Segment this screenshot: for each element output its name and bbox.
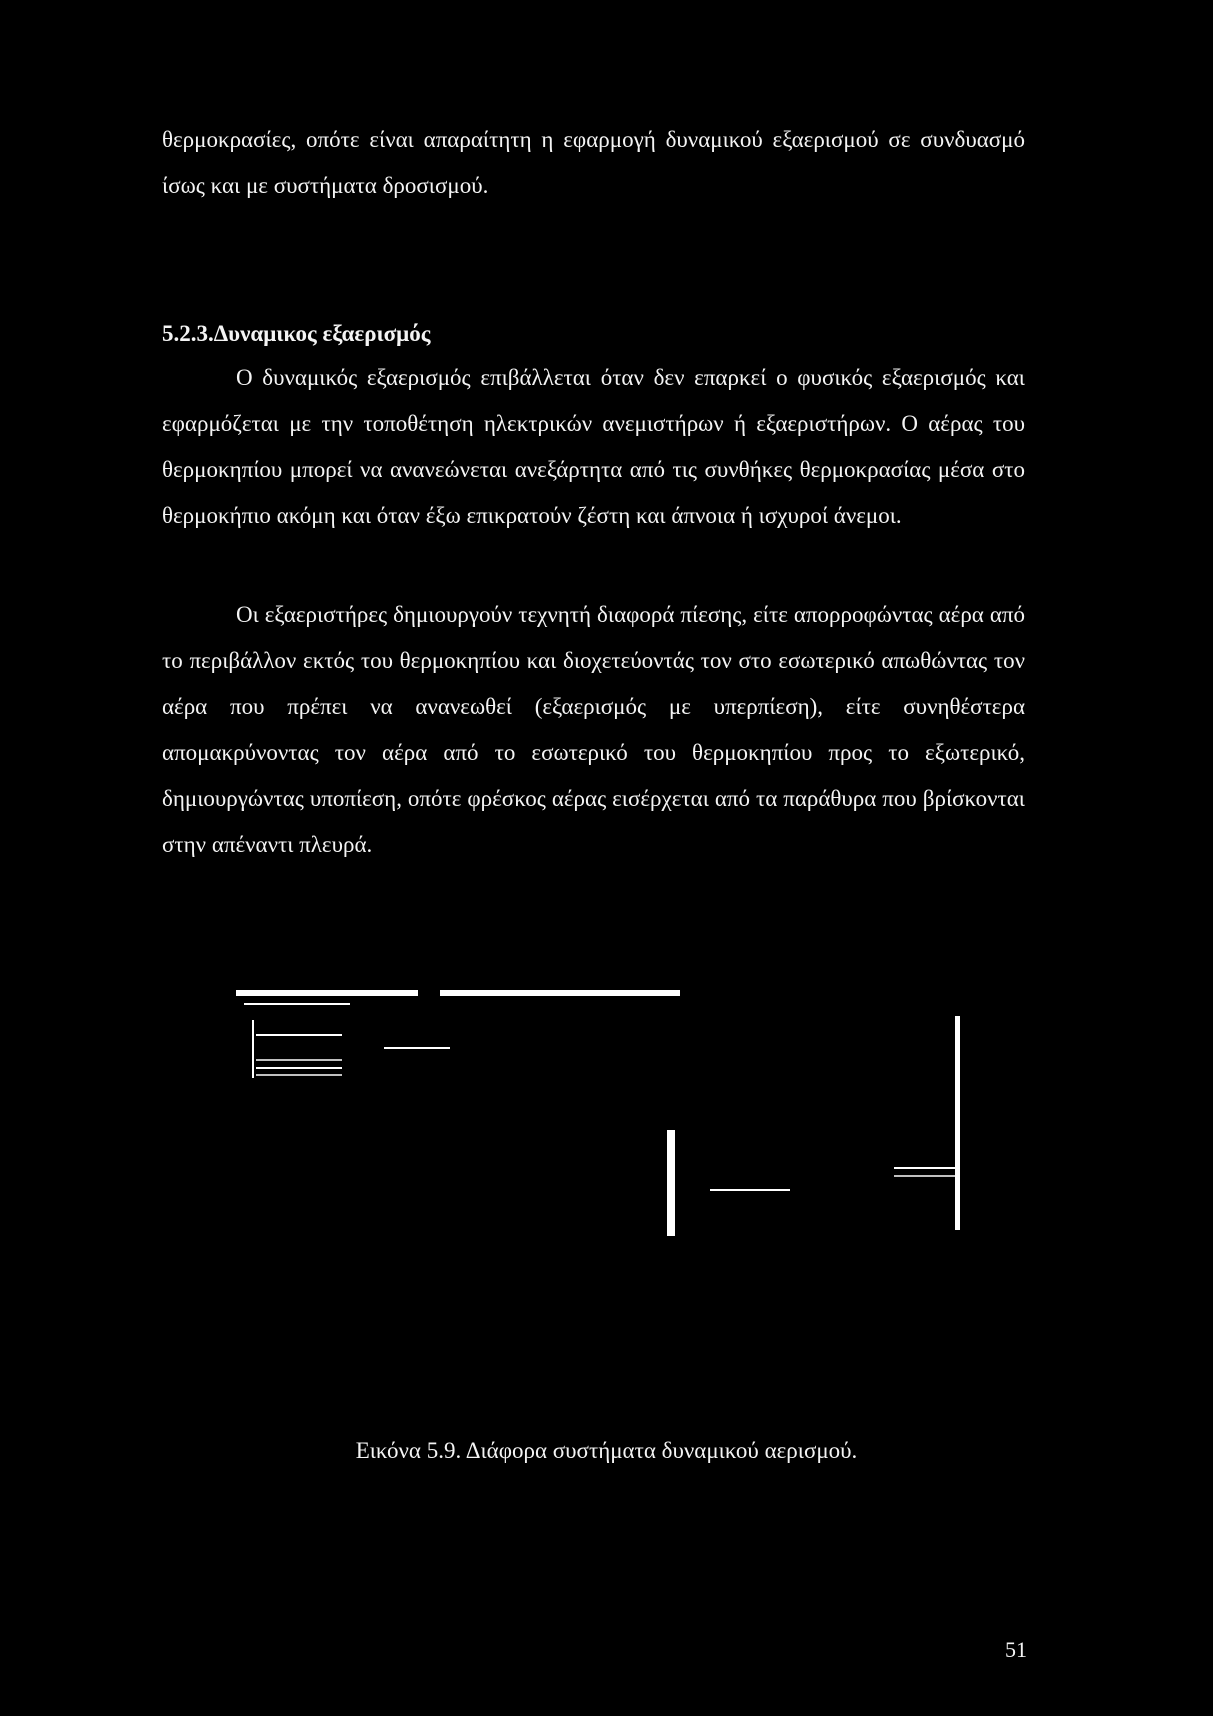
section-paragraph-1: Ο δυναμικός εξαερισμός επιβάλλεται όταν δεν επαρκεί ο φυσικός εξαερισμός και εφαρμόζεται με την τοποθέτηση ηλεκτρικών ανεμιστήρων ή εξαεριστήρων. Ο αέρας του θερμοκηπίου μπορεί να ανανεώνεται ανεξάρτητα από τις συνθήκες θερμοκρασίας μέσα στο θερμοκήπιο ακόμη και όταν έξω επικρατούν ζέστη και άπνοια ή ισχυροί άνεμοι.	[162, 365, 1025, 528]
section-paragraph-2: Οι εξαεριστήρες δημιουργούν τεχνητή διαφορά πίεσης, είτε απορροφώντας αέρα από το περιβάλλον εκτός του θερμοκηπίου και διοχετεύοντάς τον στο εσωτερικό απωθώντας τον αέρα που πρέπει να ανανεωθεί (εξαερισμός με υπερπίεση), είτε συνηθέστερα απομακρύνοντας τον αέρα από το εσωτερικό του θερμοκηπίου προς το εξωτερικό, δημιουργώντας υποπίεση, οπότε φρέσκος αέρας εισέρχεται από τα παράθυρα που βρίσκονται στην απέναντι πλευρά.	[162, 602, 1025, 857]
figure-caption: Εικόνα 5.9. Διάφορα συστήματα δυναμικού αερισμού.	[355, 1438, 858, 1463]
ventilation-figure-graphic	[230, 980, 970, 1240]
page-number: 51	[1005, 1637, 1027, 1662]
intro-paragraph: θερμοκρασίες, οπότε είναι απαραίτητη η εφαρμογή δυναμικού εξαερισμού σε συνδυασμό ίσως και με συστήματα δροσισμού.	[162, 127, 1025, 198]
section-heading: 5.2.3.Δυναμικος εξαερισμός	[162, 321, 431, 346]
ventilation-figure	[230, 980, 970, 1240]
